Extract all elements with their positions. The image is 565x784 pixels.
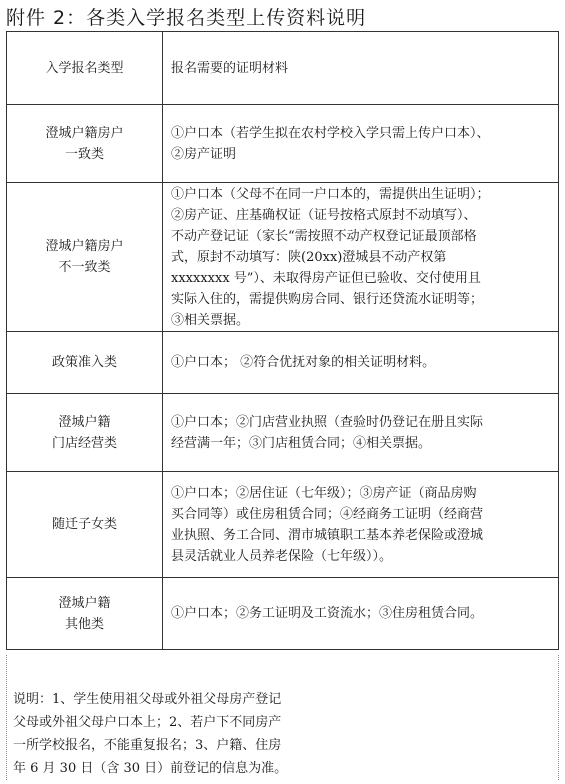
table-row bbox=[7, 394, 559, 472]
category-line: 澄城户籍 bbox=[58, 595, 111, 611]
table-row bbox=[7, 183, 559, 332]
materials-line: 买合同等）或住房租赁合同；④经商务工证明（经商营 bbox=[171, 506, 484, 522]
row-materials bbox=[163, 394, 559, 472]
row-materials bbox=[163, 332, 559, 394]
materials-line: 式，原封不动填写：陕(20xx)澄城县不动产权第 bbox=[171, 249, 447, 265]
row-materials bbox=[163, 105, 559, 183]
category-line: 门店经营类 bbox=[51, 435, 117, 451]
materials-line: ①户口本；②居住证（七年级）；③房产证（商品房购 bbox=[171, 485, 477, 501]
table-row bbox=[7, 332, 559, 394]
note-line: 说明：1、学生使用祖父母或外祖父母房产登记 bbox=[13, 692, 282, 707]
table-row bbox=[7, 105, 559, 183]
materials-line: xxxxxxxx 号”）、未取得房产证但已验收、交付使用且 bbox=[171, 270, 481, 286]
header-materials: 报名需要的证明材料 bbox=[163, 32, 559, 105]
materials-line: 实际入住的，需提供购房合同、银行还贷流水证明等； bbox=[171, 291, 484, 307]
materials-line: ②房产证明 bbox=[171, 146, 237, 162]
row-category bbox=[7, 183, 163, 332]
note-section bbox=[6, 655, 559, 780]
materials-line: ①户口本（父母不在同一户口本的，需提供出生证明）； bbox=[171, 186, 490, 202]
note-line: 一所学校报名，不能重复报名；3、户籍、住房 bbox=[13, 738, 282, 753]
materials-line: ①户口本；②务工证明及工资流水；③住房租赁合同。 bbox=[171, 606, 484, 621]
category-line: 一致类 bbox=[64, 146, 104, 162]
row-category bbox=[7, 472, 163, 578]
row-category bbox=[7, 332, 163, 394]
table-header-row bbox=[7, 32, 559, 105]
category-line: 澄城户籍 bbox=[58, 414, 111, 430]
materials-line: ①户口本；②门店营业执照（查验时仍登记在册且实际 bbox=[171, 414, 484, 430]
materials-line: ②房产证、庄基确权证（证号按格式原封不动填写）、 bbox=[171, 207, 477, 223]
page-title: 附件 2：各类入学报名类型上传资料说明 bbox=[6, 7, 367, 29]
table-row bbox=[7, 472, 559, 578]
row-category bbox=[7, 105, 163, 183]
category-line: 政策准入类 bbox=[51, 355, 117, 370]
materials-line: 县灵活就业人员养老保险（七年级））。 bbox=[171, 548, 393, 564]
row-materials bbox=[163, 472, 559, 578]
category-line: 随迁子女类 bbox=[51, 517, 117, 532]
row-materials bbox=[163, 183, 559, 332]
materials-line: ①户口本； ②符合优抚对象的相关证明材料。 bbox=[171, 355, 436, 370]
category-line: 不一致类 bbox=[58, 260, 111, 275]
row-materials bbox=[163, 578, 559, 650]
materials-line: 经营满一年；③门店租赁合同；④相关票据。 bbox=[171, 435, 432, 451]
note-line: 年 6 月 30 日（含 30 日）前登记的信息为准。 bbox=[13, 761, 288, 776]
category-line: 其他类 bbox=[64, 616, 104, 632]
row-category bbox=[7, 394, 163, 472]
materials-line: ③相关票据。 bbox=[171, 312, 250, 328]
row-category bbox=[7, 578, 163, 650]
note-line: 父母或外祖父母户口本上；2、若户下不同房产 bbox=[13, 715, 282, 730]
materials-line: 不动产登记证（家长“需按照不动产权登记证最顶部格 bbox=[171, 228, 477, 244]
category-line: 澄城户籍房户 bbox=[45, 239, 124, 254]
category-line: 澄城户籍房户 bbox=[45, 125, 124, 141]
note-text bbox=[13, 688, 335, 780]
header-category: 入学报名类型 bbox=[7, 32, 163, 105]
materials-table bbox=[6, 31, 559, 650]
materials-line: ①户口本（若学生拟在农村学校入学只需上传户口本）、 bbox=[171, 125, 490, 141]
materials-line: 业执照、务工合同、渭市城镇职工基本养老保险或澄城 bbox=[171, 527, 484, 543]
table-row bbox=[7, 578, 559, 650]
